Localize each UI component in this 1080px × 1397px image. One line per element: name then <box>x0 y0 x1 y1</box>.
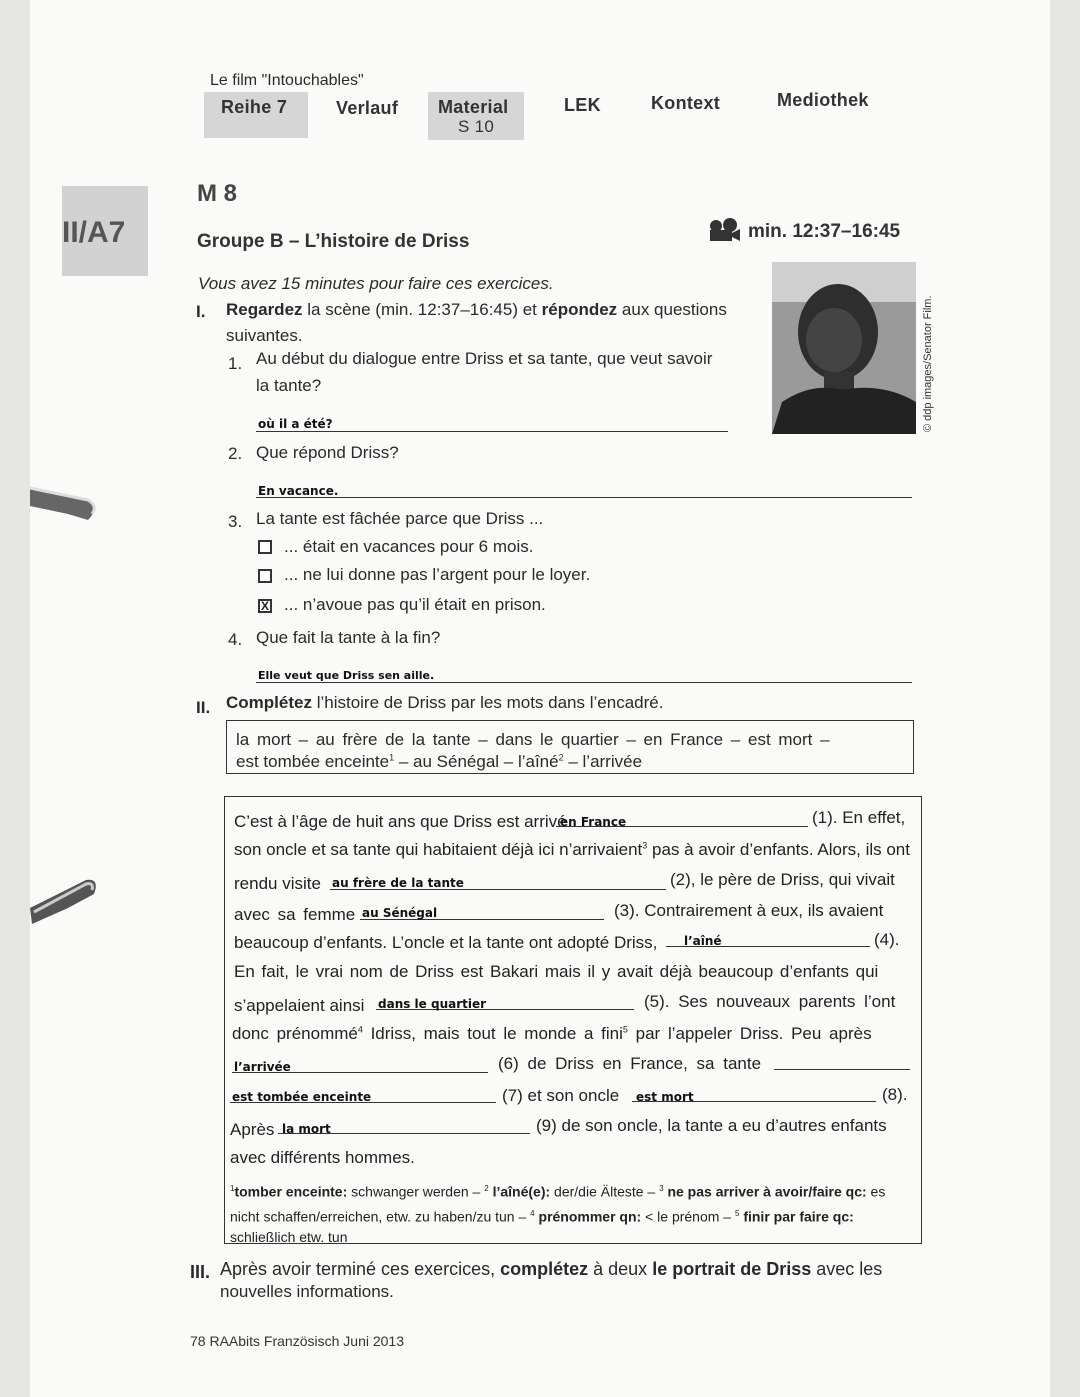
binder-clip-top <box>28 478 100 526</box>
story-line7-end: (5). Ses nouveaux parents l’ont <box>644 992 896 1011</box>
answer-3[interactable]: au Sénégal <box>362 906 438 920</box>
nav-lek[interactable]: LEK <box>564 95 601 115</box>
section1-instruction-line2: suivantes. <box>226 326 303 345</box>
driss-photo <box>772 262 916 434</box>
page-footer: 78 RAAbits Französisch Juni 2013 <box>190 1333 404 1349</box>
section1-number: I. <box>196 302 206 321</box>
story-line4-end: (3). Contrairement à eux, ils avaient <box>614 901 884 920</box>
q1-answer-line <box>256 431 728 432</box>
q4-answer[interactable]: Elle veut que Driss sen aille. <box>258 669 435 682</box>
section2-number: II. <box>196 698 211 717</box>
section3-number: III. <box>190 1262 211 1282</box>
answer-4[interactable]: l’aîné <box>684 934 722 948</box>
nav-kontext[interactable]: Kontext <box>651 93 721 113</box>
photo-credit: © ddp images/Senator Film. <box>922 295 934 432</box>
q3-option2-checkbox[interactable] <box>258 569 272 583</box>
section1-instruction: Regardez la scène (min. 12:37–16:45) et répondez aux questions <box>226 300 727 319</box>
footnotes: $^1$tomber enceinte: schwanger werden – $^2$ l’aîné(e): der/die Älteste – $^3$ ne pas arriver à avoir/faire qc: es nicht schaffen/erreichen, etw. zu haben/zu tun – $^4$ prénommer qn: < le prénom – $^5$ finir par faire qc: schließlich etw. tun <box>230 1183 886 1246</box>
q4-text: Que fait la tante à la fin? <box>256 628 441 647</box>
story-line10-end: (8). <box>882 1085 908 1104</box>
story-line2: son oncle et sa tante qui habitaient déjà ici n’arrivaient$^3$ pas à avoir d’enfants. Alors, ils ont <box>234 840 910 859</box>
answer-8[interactable]: est mort <box>636 1090 694 1104</box>
intro-text: Vous avez 15 minutes pour faire ces exercices. <box>198 274 554 293</box>
q4-answer-line <box>256 682 912 683</box>
section3-instruction-line2: nouvelles informations. <box>220 1282 394 1301</box>
timing: min. 12:37–16:45 <box>748 221 901 242</box>
nav-material-page: S 10 <box>458 117 495 136</box>
answer-5[interactable]: dans le quartier <box>378 997 487 1011</box>
story-line1-start: C’est à l’âge de huit ans que Driss est arrivé <box>234 812 567 831</box>
nav-mediothek[interactable]: Mediothek <box>777 90 869 110</box>
story-line4-start: avec sa femme <box>234 905 356 924</box>
story-line1-end: (1). En effet, <box>812 808 906 827</box>
story-line7-start: s’appelaient ainsi <box>234 996 365 1015</box>
q1-text-line2: la tante? <box>256 376 322 395</box>
q1-number: 1. <box>228 354 243 373</box>
story-line3-end: (2), le père de Driss, qui vivait <box>670 870 895 889</box>
q2-text: Que répond Driss? <box>256 443 399 462</box>
q2-answer-line <box>256 497 912 498</box>
answer-7[interactable]: est tombée enceinte <box>232 1090 372 1104</box>
q3-option3-text: ... n’avoue pas qu’il était en prison. <box>284 595 546 614</box>
blank-7-start <box>774 1069 910 1070</box>
answer-2[interactable]: au frère de la tante <box>332 876 464 890</box>
material-code: M 8 <box>197 180 238 207</box>
story-line5-start: beaucoup d’enfants. L’oncle et la tante ont adopté Driss, <box>234 933 658 952</box>
q3-number: 3. <box>228 512 243 531</box>
q3-option2-text: ... ne lui donne pas l’argent pour le loyer. <box>284 565 591 584</box>
word-box-line2: est tombée enceinte$^1$ – au Sénégal – l’aîné$^2$ – l’arrivée <box>236 752 643 771</box>
story-line11-start: Après <box>230 1120 275 1139</box>
q1-answer[interactable]: où il a été? <box>258 417 333 431</box>
q3-option1-text: ... était en vacances pour 6 mois. <box>284 537 534 556</box>
nav-reihe[interactable]: Reihe 7 <box>221 97 288 117</box>
q1-text: Au début du dialogue entre Driss et sa tante, que veut savoir <box>256 349 713 368</box>
section3-instruction: Après avoir terminé ces exercices, complétez à deux le portrait de Driss avec les <box>220 1259 883 1279</box>
group-title: Groupe B – L’histoire de Driss <box>197 231 470 252</box>
story-line3-start: rendu visite <box>234 874 321 893</box>
word-box-line1: la mort – au frère de la tante – dans le quartier – en France – est mort – <box>236 730 830 749</box>
story-line12: avec différents hommes. <box>230 1148 415 1167</box>
film-camera-icon <box>706 218 742 244</box>
answer-6[interactable]: l’arrivée <box>234 1060 291 1074</box>
q4-number: 4. <box>228 630 243 649</box>
q3-text: La tante est fâchée parce que Driss ... <box>256 509 544 528</box>
story-line5-end: (4). <box>874 930 900 949</box>
q3-option1-checkbox[interactable] <box>258 540 272 554</box>
story-line9: (6) de Driss en France, sa tante <box>498 1054 762 1073</box>
story-line6: En fait, le vrai nom de Driss est Bakari mais il y avait déjà beaucoup d’enfants qui <box>234 962 879 981</box>
answer-9[interactable]: la mort <box>282 1122 331 1136</box>
film-label: Le film "Intouchables" <box>210 72 364 89</box>
q2-answer[interactable]: En vacance. <box>258 484 339 498</box>
binder-clip-bottom <box>28 872 100 928</box>
story-line11-end: (9) de son oncle, la tante a eu d’autres enfants <box>536 1116 887 1135</box>
story-box <box>224 796 922 1244</box>
answer-1[interactable]: en France <box>560 815 627 829</box>
story-line8: donc prénommé$^4$ Idriss, mais tout le monde a fini$^5$ par l’appeler Driss. Peu après <box>232 1024 872 1043</box>
q2-number: 2. <box>228 444 243 463</box>
q3-option3-checkbox[interactable]: X <box>258 599 272 613</box>
nav-material[interactable]: Material <box>438 97 509 117</box>
section2-instruction: Complétez l’histoire de Driss par les mots dans l’encadré. <box>226 693 664 712</box>
side-tab-label: II/A7 <box>62 216 126 249</box>
story-line10-start: (7) et son oncle <box>502 1086 620 1105</box>
nav-verlauf[interactable]: Verlauf <box>336 98 399 118</box>
